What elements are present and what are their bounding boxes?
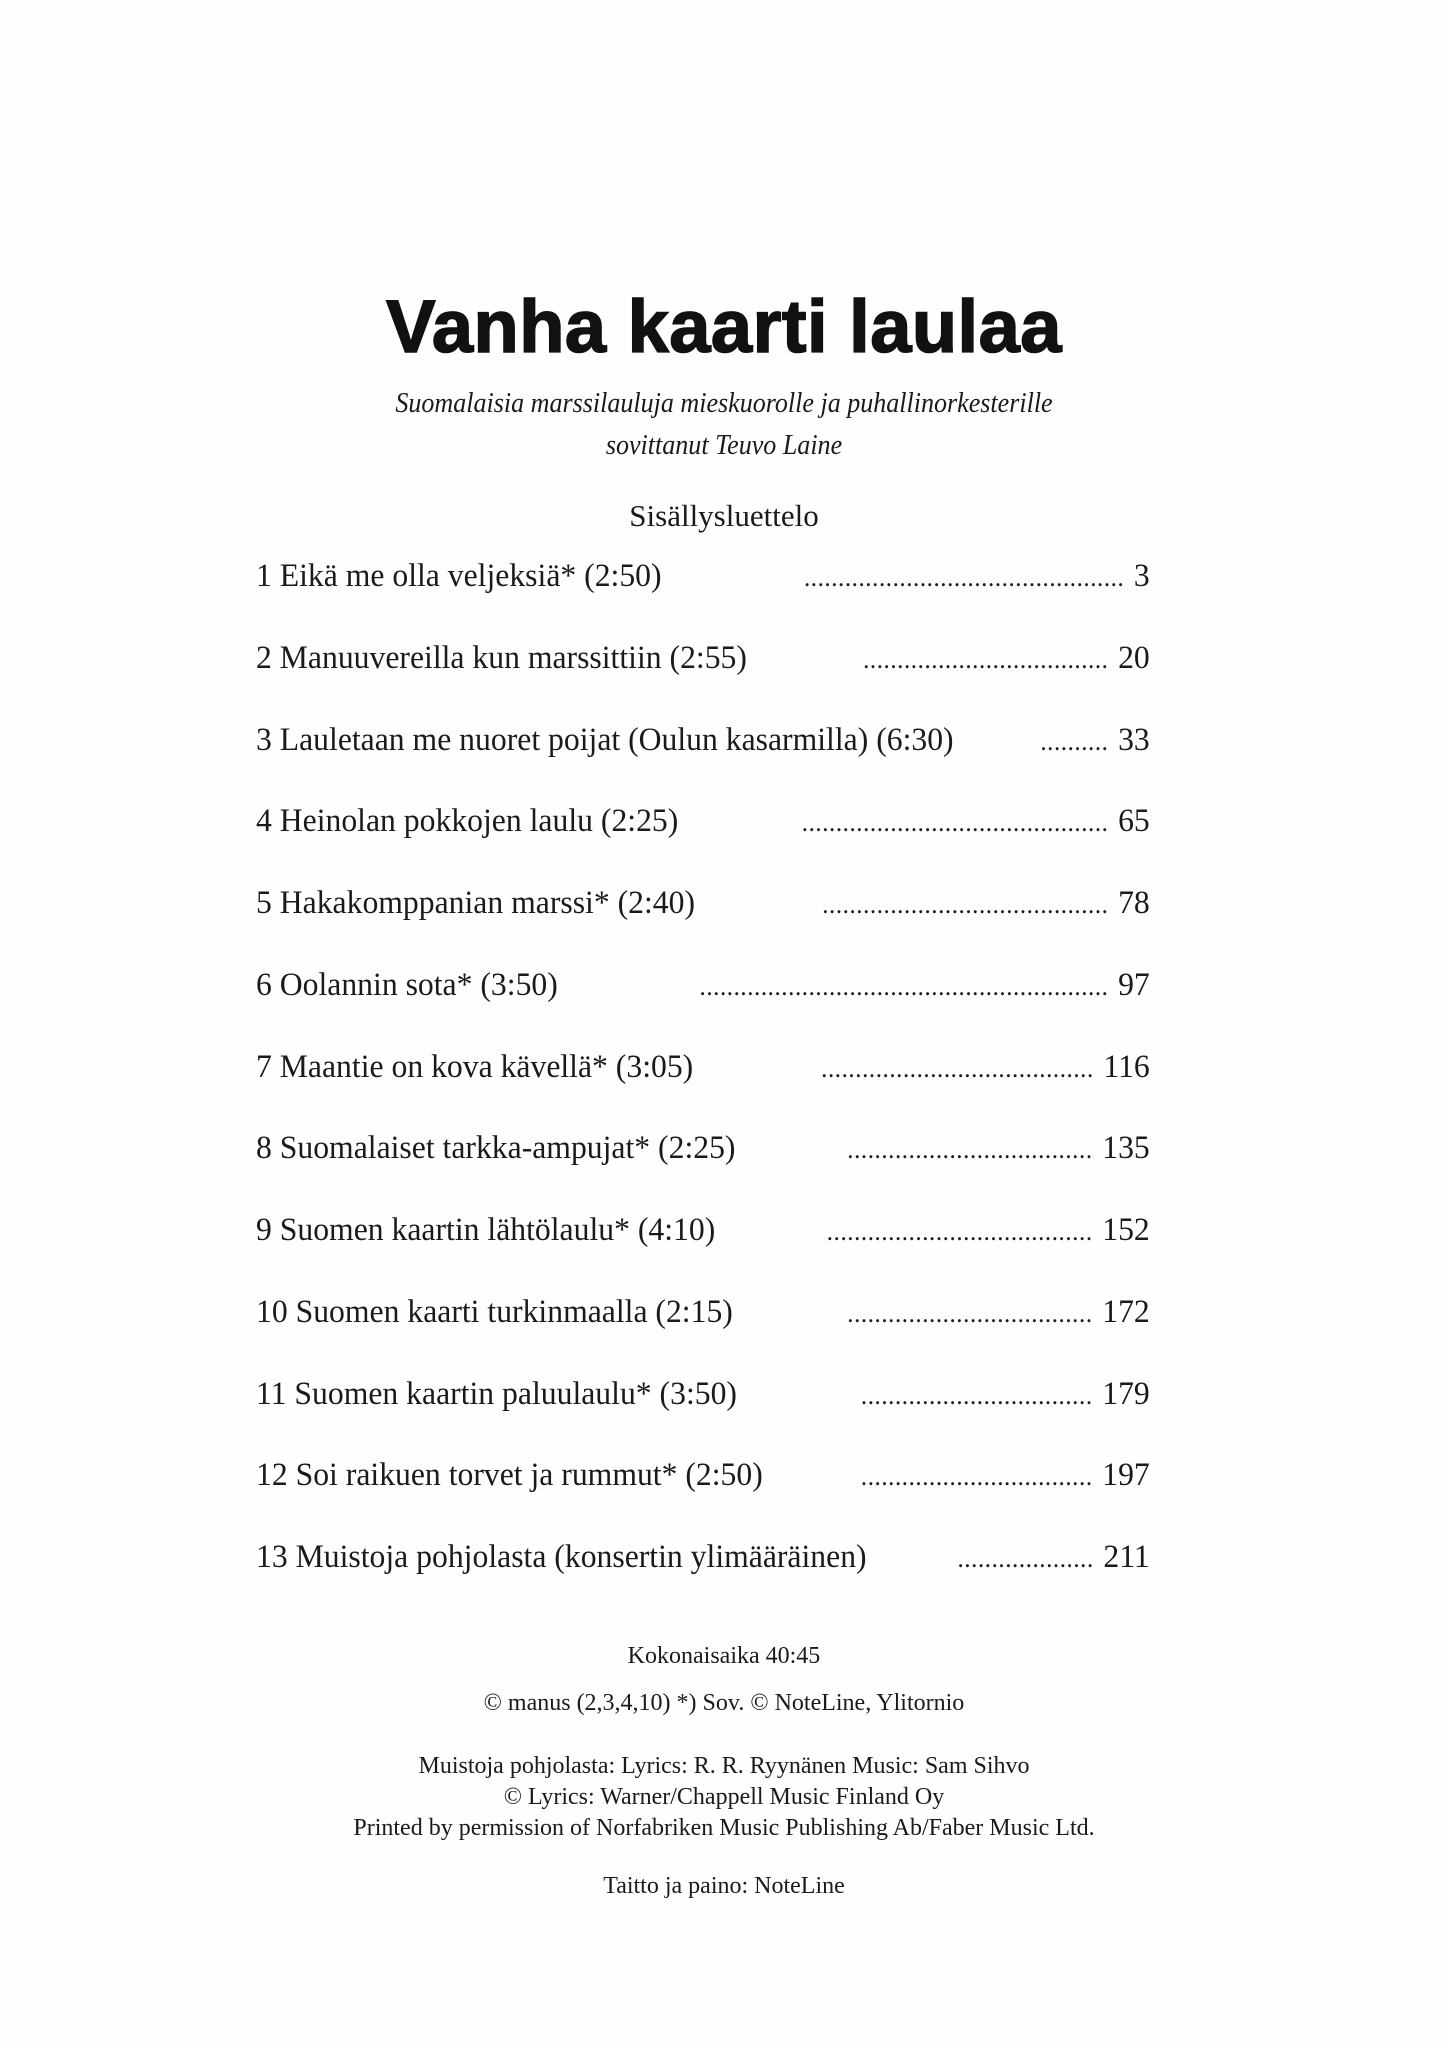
total-duration: Kokonaisaika 40:45 — [627, 1643, 821, 1669]
toc-entry — [256, 638, 1150, 720]
toc-dot-leader: ........................................ — [821, 1053, 1094, 1083]
toc-entry-title: 9 Suomen kaartin lähtölaulu* (4:10) — [256, 1212, 716, 1248]
toc-entry-title: 12 Soi raikuen torvet ja rummut* (2:50) — [256, 1457, 763, 1494]
toc-entry-title: 5 Hakakomppanian marssi* (2:40) — [256, 885, 696, 921]
toc-entry — [256, 1455, 1150, 1537]
toc-dot-leader: .................................... — [847, 1135, 1093, 1165]
toc-entry-title: 7 Maantie on kova kävellä* (3:05) — [256, 1048, 694, 1085]
toc-dot-leader: .................................... — [863, 644, 1109, 674]
toc-dot-leader: ............................................... — [803, 563, 1125, 592]
toc-dot-leader: .......................................... — [822, 890, 1109, 919]
toc-entry — [256, 1292, 1150, 1374]
toc-entry — [256, 720, 1150, 802]
toc-page-number: 116 — [1103, 1048, 1150, 1085]
toc-page-number: 78 — [1118, 885, 1150, 921]
toc-page-number: 33 — [1118, 721, 1150, 758]
toc-heading: Sisällysluettelo — [629, 498, 819, 533]
toc-page-number: 211 — [1103, 1539, 1150, 1575]
toc-page-number: 152 — [1102, 1212, 1150, 1248]
toc-dot-leader: ............................................. — [801, 808, 1109, 838]
toc-page-number: 20 — [1118, 639, 1150, 676]
toc-entry-title: 11 Suomen kaartin paluulaulu* (3:50) — [256, 1375, 737, 1412]
toc-entry — [256, 1210, 1150, 1292]
toc-entry — [256, 801, 1150, 883]
toc-entry — [256, 883, 1150, 965]
toc-dot-leader: .................................... — [847, 1298, 1093, 1328]
toc-dot-leader: .................................. — [860, 1462, 1093, 1492]
toc-entry-title: 4 Heinolan pokkojen laulu (2:25) — [256, 803, 679, 840]
toc-page-number: 135 — [1102, 1130, 1150, 1167]
toc-entry — [256, 1374, 1150, 1456]
toc-dot-leader: .................... — [957, 1544, 1094, 1573]
toc-dot-leader: .................................. — [860, 1380, 1093, 1410]
document-subtitle — [51, 383, 1398, 467]
toc-entry-title: 8 Suomalaiset tarkka-ampujat* (2:25) — [256, 1130, 736, 1167]
document-title: Vanha kaarti laulaa — [386, 285, 1062, 368]
toc-dot-leader: .......... — [1040, 726, 1109, 756]
toc-dot-leader: ....................................... — [826, 1217, 1093, 1246]
toc-entry-title: 6 Oolannin sota* (3:50) — [256, 966, 558, 1003]
toc-page-number: 3 — [1133, 558, 1150, 594]
table-of-contents — [256, 556, 1150, 1619]
credits-block — [0, 1751, 1448, 1844]
toc-entry — [256, 1128, 1150, 1210]
toc-page-number: 197 — [1102, 1457, 1150, 1494]
toc-entry-title: 3 Lauletaan me nuoret poijat (Oulun kasarmilla) (6:30) — [256, 721, 954, 758]
copyright-note: © manus (2,3,4,10) *) Sov. © NoteLine, Ylitornio — [483, 1690, 965, 1716]
toc-dot-leader: ............................................................ — [699, 971, 1109, 1001]
toc-page-number: 172 — [1102, 1293, 1150, 1330]
toc-page-number: 179 — [1102, 1375, 1150, 1412]
toc-entry-title: 10 Suomen kaarti turkinmaalla (2:15) — [256, 1293, 733, 1330]
subtitle-line: sovittanut Teuvo Laine — [605, 430, 843, 461]
toc-page-number: 97 — [1118, 966, 1150, 1003]
toc-entry — [256, 556, 1150, 638]
credit-line: Printed by permission of Norfabriken Music Publishing Ab/Faber Music Ltd. — [353, 1815, 1095, 1841]
toc-entry-title: 2 Manuuvereilla kun marssittiin (2:55) — [256, 639, 747, 676]
credit-line: © Lyrics: Warner/Chappell Music Finland Oy — [503, 1784, 945, 1810]
subtitle-line: Suomalaisia marssilauluja mieskuorolle ja puhallinorkesterille — [395, 388, 1053, 419]
toc-entry-title: 13 Muistoja pohjolasta (konsertin ylimääräinen) — [256, 1539, 867, 1575]
toc-entry — [256, 1047, 1150, 1129]
toc-entry — [256, 1537, 1150, 1619]
printer-note: Taitto ja paino: NoteLine — [603, 1873, 845, 1899]
toc-page-number: 65 — [1118, 803, 1150, 840]
toc-entry — [256, 965, 1150, 1047]
toc-entry-title: 1 Eikä me olla veljeksiä* (2:50) — [256, 558, 662, 594]
credit-line: Muistoja pohjolasta: Lyrics: R. R. Ryynänen Music: Sam Sihvo — [418, 1753, 1030, 1779]
